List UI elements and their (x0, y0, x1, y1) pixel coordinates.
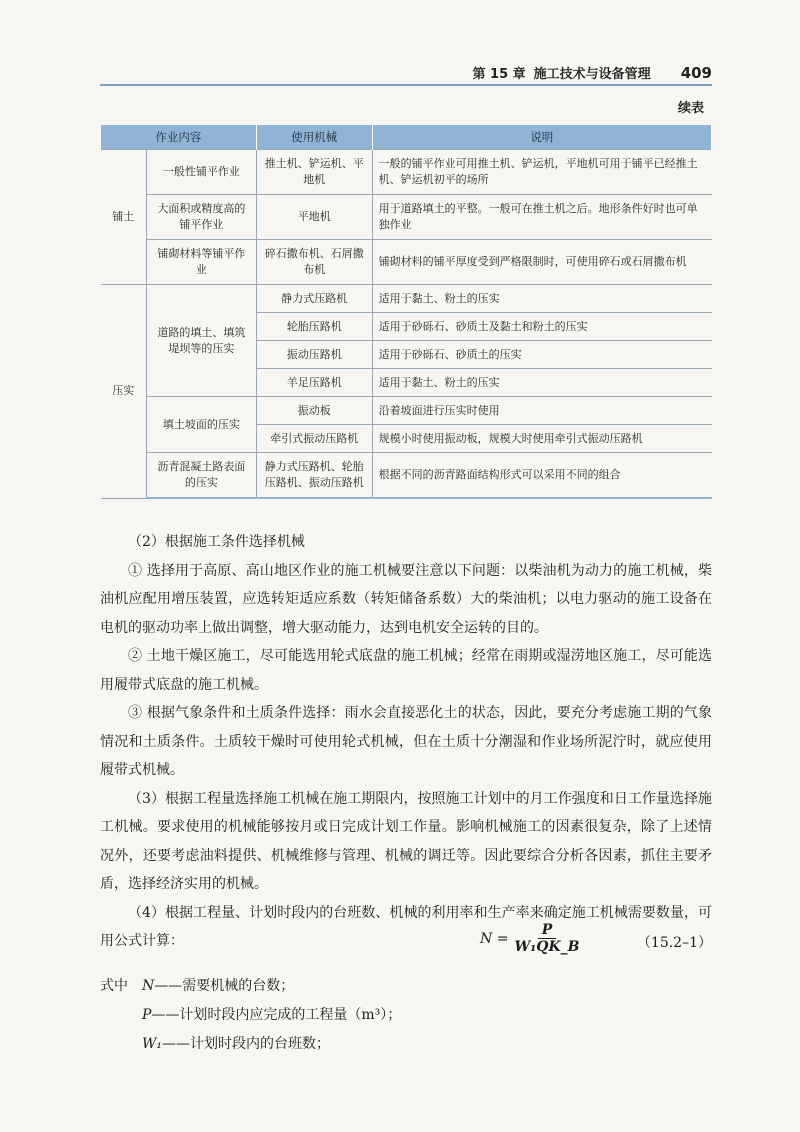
machine-cell: 平地机 (256, 195, 372, 240)
definition-lead: 式中 (100, 978, 128, 994)
group-label: 铺土 (101, 150, 147, 285)
note-cell: 适用于砂砾石、砂质土的压实 (372, 341, 711, 369)
note-cell: 用于道路填土的平整。一般可在推土机之后。地形条件好时也可单独作业 (372, 195, 711, 240)
header-rule (100, 84, 712, 86)
running-header (100, 60, 712, 82)
note-cell: 铺砌材料的铺平厚度受到严格限制时，可使用碎石或石屑撒布机 (372, 240, 711, 285)
sub-task-cell: 沥青混凝土路表面的压实 (146, 453, 256, 499)
definition-symbol: N (142, 978, 155, 994)
table-row (101, 453, 712, 499)
machine-cell: 振动压路机 (256, 341, 372, 369)
sub-task-cell: 一般性铺平作业 (146, 150, 256, 195)
definition-row (100, 972, 712, 1001)
sub-task-cell: 道路的填土、填筑堤坝等的压实 (146, 285, 256, 397)
definition-row (100, 1001, 712, 1030)
machinery-table (100, 125, 712, 499)
note-cell: 规模小时使用振动板，规模大时使用牵引式振动压路机 (372, 425, 711, 453)
paragraph-heading-2: （2）根据施工条件选择机械 (128, 534, 305, 550)
page-number: 409 (680, 64, 712, 82)
machine-cell: 振动板 (256, 397, 372, 425)
definition-text: ——计划时段内应完成的工程量（m³）； (151, 1007, 402, 1023)
definition-text: ——需要机械的台数； (154, 978, 295, 994)
definition-symbol: W₁ (142, 1036, 163, 1052)
header-note: 说明 (372, 125, 711, 150)
formula-lhs: N = (480, 930, 509, 947)
table-row (101, 397, 712, 425)
paragraph: ① 选择用于高原、高山地区作业的施工机械要注意以下问题：以柴油机为动力的施工机械，柴油机应配用增压装置，应选转矩适应系数（转矩储备系数）大的柴油机；以电力驱动的施工设备在电机的驱动功率上做出调整，增大驱动能力，达到电机安全运转的目的。 (100, 562, 712, 636)
note-cell: 适用于黏土、粉土的压实 (372, 285, 711, 313)
note-cell: 适用于砂砾石、砂质土及黏土和粉土的压实 (372, 313, 711, 341)
chapter-title: 施工技术与设备管理 (533, 67, 651, 82)
machine-cell: 牵引式振动压路机 (256, 425, 372, 453)
machine-cell: 推土机、铲运机、平地机 (256, 150, 372, 195)
formula-number: （15.2–1） (636, 935, 712, 951)
sub-task-cell: 铺砌材料等铺平作业 (146, 240, 256, 285)
table-header-row (101, 125, 712, 150)
machine-cell: 碎石撒布机、石屑撒布机 (256, 240, 372, 285)
machine-cell: 羊足压路机 (256, 369, 372, 397)
formula-numerator: P (538, 922, 557, 939)
note-cell: 沿着坡面进行压实时使用 (372, 397, 711, 425)
machine-cell: 静力式压路机、轮胎压路机、振动压路机 (256, 453, 372, 499)
sub-task-cell: 大面积或精度高的铺平作业 (146, 195, 256, 240)
chapter-number: 第 15 章 (472, 67, 526, 82)
note-cell: 根据不同的沥青路面结构形式可以采用不同的组合 (372, 453, 711, 499)
group-label: 压实 (101, 285, 147, 499)
machine-cell: 轮胎压路机 (256, 313, 372, 341)
table-row (101, 195, 712, 240)
formula-block (100, 920, 712, 970)
variable-definitions (100, 972, 712, 1059)
table-row (101, 150, 712, 195)
paragraph: ② 土地干燥区施工，尽可能选用轮式底盘的施工机械；经常在雨期或湿涝地区施工，尽可能选用履带式底盘的施工机械。 (100, 648, 712, 693)
note-cell: 适用于黏土、粉土的压实 (372, 369, 711, 397)
formula (480, 922, 582, 955)
definition-text: ——计划时段内的台班数； (162, 1036, 331, 1052)
paragraph: ③ 根据气象条件和土质条件选择：雨水会直接恶化土的状态，因此，要充分考虑施工期的气象情况和土质条件。土质较干燥时可使用轮式机械，但在土质十分潮湿和作业场所泥泞时，就应使用履带式机械。 (100, 705, 712, 778)
paragraph: （3）根据工程量选择施工机械在施工期限内，按照施工计划中的月工作强度和日工作量选择施工机械。要求使用的机械能够按月或日完成计划工作量。影响机械施工的因素很复杂，除了上述情况外，还要考虑油料提供、机械维修与管理、机械的调迁等。因此要综合分析各因素，抓住主要矛盾，选择经济实用的机械。 (100, 790, 712, 892)
table-row (101, 240, 712, 285)
sub-task-cell: 填土坡面的压实 (146, 397, 256, 453)
formula-fraction (512, 922, 581, 955)
header-machine: 使用机械 (256, 125, 372, 150)
formula-denominator: W₁QK_B (514, 939, 580, 955)
body-text (100, 528, 712, 956)
header-work-content: 作业内容 (101, 125, 257, 150)
machine-cell: 静力式压路机 (256, 285, 372, 313)
table-row (101, 285, 712, 313)
paragraph: （4）根据工程量、计划时段内的台班数、机械的利用率和生产率来确定施工机械需要数量，可用公式计算： (100, 904, 712, 949)
note-cell: 一般的铺平作业可用推土机、铲运机，平地机可用于铺平已经推土机、铲运机初平的场所 (372, 150, 711, 195)
definition-symbol: P (142, 1007, 152, 1023)
continued-label: 续表 (677, 101, 704, 116)
definition-row (100, 1030, 712, 1059)
